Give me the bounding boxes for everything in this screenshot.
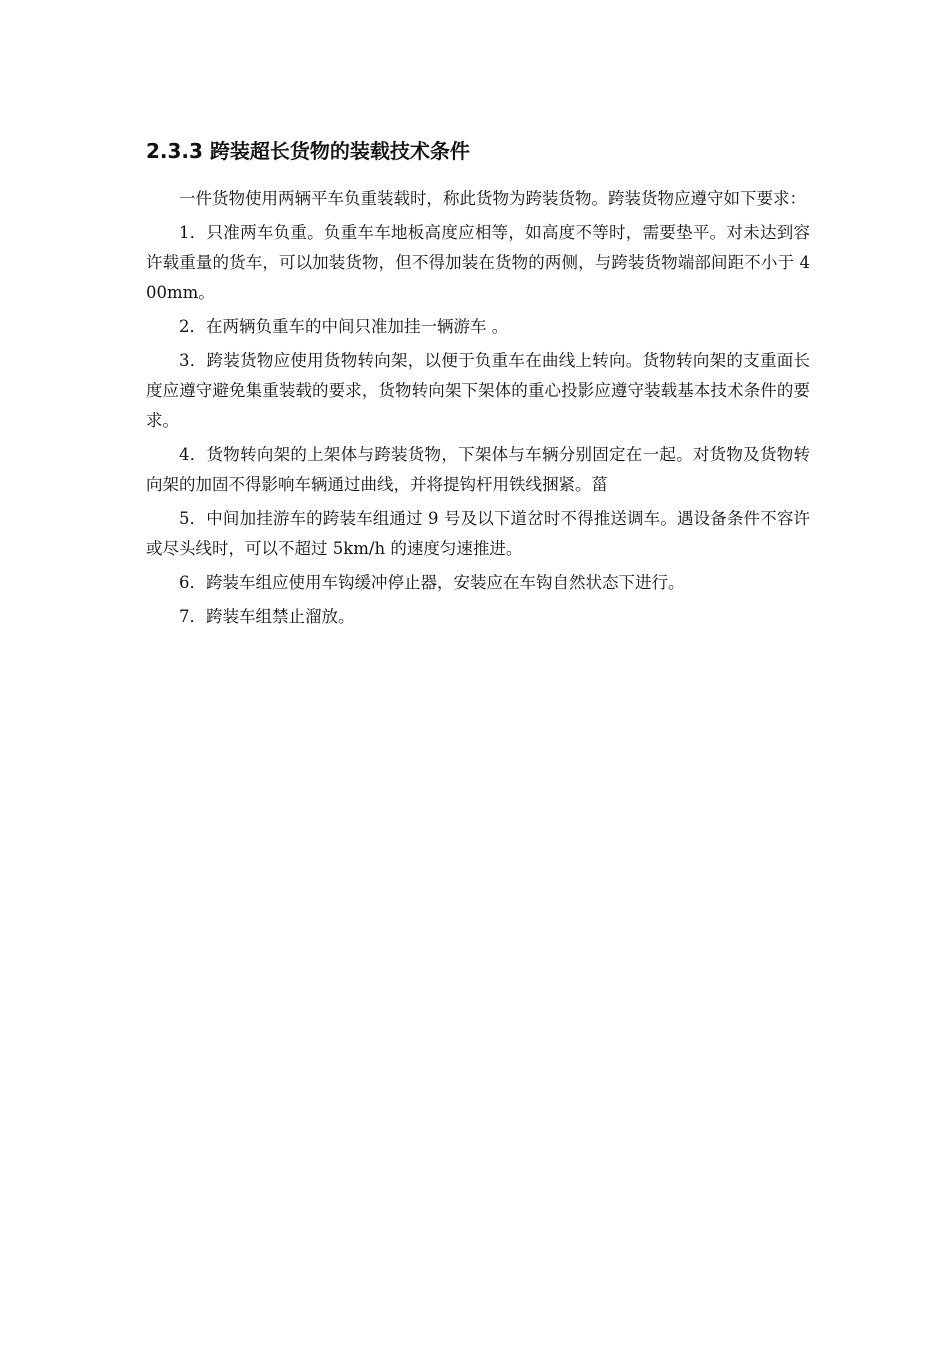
document-body bbox=[146, 136, 810, 636]
paragraph-rule-7: 7．跨装车组禁止溜放。 bbox=[179, 607, 355, 626]
section-heading: 2.3.3 跨装超长货物的装载技术条件 bbox=[146, 139, 470, 163]
paragraph-rule-4: 4．货物转向架的上架体与跨装货物，下架体与车辆分别固定在一起。对货物及货物转向架的加固不得影响车辆通过曲线，并将提钩杆用铁线捆紧。菑 bbox=[146, 445, 810, 494]
paragraph-rule-1: 1．只准两车负重。负重车车地板高度应相等，如高度不等时，需要垫平。对未达到容许载重量的货车，可以加装货物，但不得加装在货物的两侧，与跨装货物端部间距不小于 400mm。 bbox=[146, 223, 810, 302]
paragraph-rule-6: 6．跨装车组应使用车钩缓冲停止器，安装应在车钩自然状态下进行。 bbox=[179, 573, 685, 592]
paragraph-intro: 一件货物使用两辆平车负重装载时，称此货物为跨装货物。跨装货物应遵守如下要求： bbox=[179, 189, 806, 208]
paragraph-rule-3: 3．跨装货物应使用货物转向架，以便于负重车在曲线上转向。货物转向架的支重面长度应遵守避免集重装载的要求，货物转向架下架体的重心投影应遵守装载基本技术条件的要求。 bbox=[146, 351, 810, 430]
paragraph-rule-2: 2．在两辆负重车的中间只准加挂一辆游车 。 bbox=[179, 317, 509, 336]
paragraph-rule-5: 5．中间加挂游车的跨装车组通过 9 号及以下道岔时不得推送调车。遇设备条件不容许或尽头线时，可以不超过 5km/h 的速度匀速推进。 bbox=[146, 509, 810, 558]
